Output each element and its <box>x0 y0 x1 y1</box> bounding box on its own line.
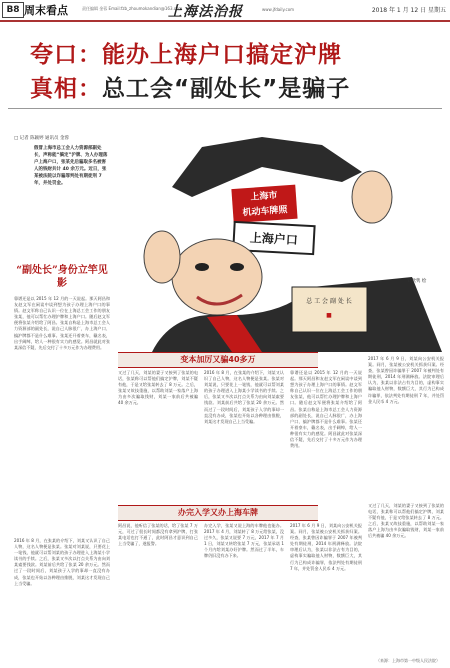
page-number-badge: B8 <box>2 2 24 18</box>
chest-box-text: 总 工 会 副 处 长 <box>306 298 352 305</box>
editor-line: 责任编辑 金蓉 Email:fzb_zhoumokandian@163.com <box>82 6 183 11</box>
sign-text-3: 上海户口 <box>249 230 299 248</box>
column-9-text: 又过了几天，刘某的妻子又接到了张某的电话，张某称可以帮他们搞定沪牌，刘某不疑有他，于是又给张某转去了 8 万元。之后，张某又故技重施，以帮助刘某一家落户上海为由多次骗取钱财，刘某一家前后共被骗 40 余万元。 <box>368 503 444 539</box>
lead-box <box>14 135 109 255</box>
headline-divider <box>8 108 442 109</box>
subhead-mid: 变本加厉又骗40多万 <box>118 352 318 368</box>
page-header <box>0 0 450 22</box>
subhead-bottom: 办完入学又办上海车牌 <box>118 505 318 521</box>
byline: □ 记者 陈颖婷 通讯员 金蓉 <box>14 136 69 141</box>
sign-text-2: 机动车牌照 <box>242 205 288 219</box>
source-footer: （来源：上海市第一中级人民法院） <box>376 658 440 663</box>
column-8-text: 2017 年 6 月 9 日，刘某向公安机关报案。同月，张某被公安机关抓获归案。经查，张某曾因诈骗罪于 2007 年被判处有期徒刑，2014 年刑满释放。法院审理后认为，张某以非法占有为目的，虚构事实骗取他人财物，数额巨大，其行为已构成诈骗罪，依法判处有期徒刑 7 年，并处罚金人民币 4 万元。 <box>290 523 362 571</box>
headline-line2-main: 总工会“副处长”是骗子 <box>102 76 351 102</box>
headline-line2 <box>30 70 430 103</box>
column-5-text: 2017 年 6 月 9 日，刘某向公安机关报案。同月，张某被公安机关抓获归案。经查，张某曾因诈骗罪于 2007 年被判处有期徒刑，2014 年刑满释放。法院审理后认为，张某以非法占有为目的，虚构事实骗取他人财物，数额巨大，其行为已构成诈骗罪，依法判处有期徒刑 7 年，并处罚金人民币 4 万元。 <box>368 356 444 404</box>
headline-line1: 夸口：能办上海户口搞定沪牌 <box>30 42 342 68</box>
issue-date: 2018 年 1 月 12 日 星期五 <box>371 7 446 14</box>
illustration-credit: 刘歆隽 绘 <box>407 279 427 284</box>
column-3-text: 2016 年 8 月，在张某的介绍下，刘某又认识了自己人物，这名人物便是张某。张某对刘某说，只要花上一笔钱，他就可以帮刘某的孩子办理进入上海某小学读书的手续。之后，张某又多次以打点关系为由向刘某索要钱款。刘某前后共给了张某 20 余万元。然而过了一段时间后，刘某孩子入学的事却一直没有办成，张某也开始以各种理由推脱，刘某这才发现自己上当受骗。 <box>204 370 284 424</box>
column-2-text: 又过了几天，刘某的妻子又接到了张某的电话，张某称可以帮他们搞定沪牌，刘某不疑有他，于是又给张某转去了 8 万元。之后，张某又故技重施，以帮助刘某一家落户上海为由多次骗取钱财，刘某一家前后共被骗 40 余万元。 <box>118 370 198 406</box>
lead-text: 假冒上海市总工会人力资源部副处长，声称能“搞定”沪牌、为人办理落户上海户口，张某先后骗取多名被害人的钱财共计 40 余万元。近日，张某被法院以诈骗罪判处有期徒刑 7 年，并处罚金。 <box>34 146 108 186</box>
column-1-text: 靠谱还是以 2015 年 12 月的一天说起。那天阿昌和友赵文军在闲谈中谈到想为孩子办理上海户口的事情。赵文军称自己认识一位在上海总工会工作的朋友张某，他可以帮忙办理沪牌和上海户口。随后赵文军便将张某介绍给了阿昌。张某自称是上海市总工会人力资源部的副处长，说自己人脉很广，办上海户口、搞沪牌都不是什么难事。张某还开着豪车，戴名表，出手阔绰，给人一种很有实力的感觉。阿昌就此对张某深信不疑，先后交付了十多万元作为办理费用。 <box>14 296 110 350</box>
column-4-text: 靠谱还是以 2015 年 12 月的一天说起。那天阿昌和友赵文军在闲谈中谈到想为孩子办理上海户口的事情。赵文军称自己认识一位在上海总工会工作的朋友张某，他可以帮忙办理沪牌和上海户口。随后赵文军便将张某介绍给了阿昌。张某自称是上海市总工会人力资源部的副处长，说自己人脉很广，办上海户口、搞沪牌都不是什么难事。张某还开着豪车，戴名表，出手阔绰，给人一种很有实力的感觉。阿昌就此对张某深信不疑，先后交付了十多万元作为办理费用。 <box>290 370 362 449</box>
column-7-text: 办完入学，张某又说上海的车牌他也能办。2017 年 4 月，刘某转了 8 万元给张某，没过多久，张某又说要 7 万元，2017 年 7 月 1 日，刘某又转给张某 7 万元，张某承诺 1 个月内给刘某办好沪牌。然而过了半年，车牌仍旧没有办下来。 <box>204 523 284 559</box>
illustration <box>112 127 442 352</box>
headline-line2-prefix: 真相： <box>30 76 102 102</box>
sign-text-1: 上海市 <box>250 190 278 203</box>
column-1b-text: 2016 年 8 月，在张某的介绍下，刘某又认识了自己人物，这名人物便是张某。张某对刘某说，只要花上一笔钱，他就可以帮刘某的孩子办理进入上海某小学读书的手续。之后，张某又多次以打点关系为由向刘某索要钱款。刘某前后共给了张某 20 余万元。然而过了一段时间后，刘某孩子入学的事却一直没有办成，张某也开始以各种理由推脱，刘某这才发现自己上当受骗。 <box>14 538 110 586</box>
svg-text:■: ■ <box>326 312 332 319</box>
subhead-left: “副处长”身份立竿见影 <box>16 265 108 289</box>
column-6-text: 阿昌说，他听信了张某的话，给了张某 7 万元，可过了很长时间都没有拿到沪牌，打张某电话也打不通了，此时阿昌才意识到自己上当受骗了，遂报警。 <box>118 523 198 547</box>
section-title: 周末看点 <box>24 4 68 17</box>
paper-title: 上海法治报 <box>168 4 243 20</box>
website: www.jfdaily.com <box>262 7 295 12</box>
